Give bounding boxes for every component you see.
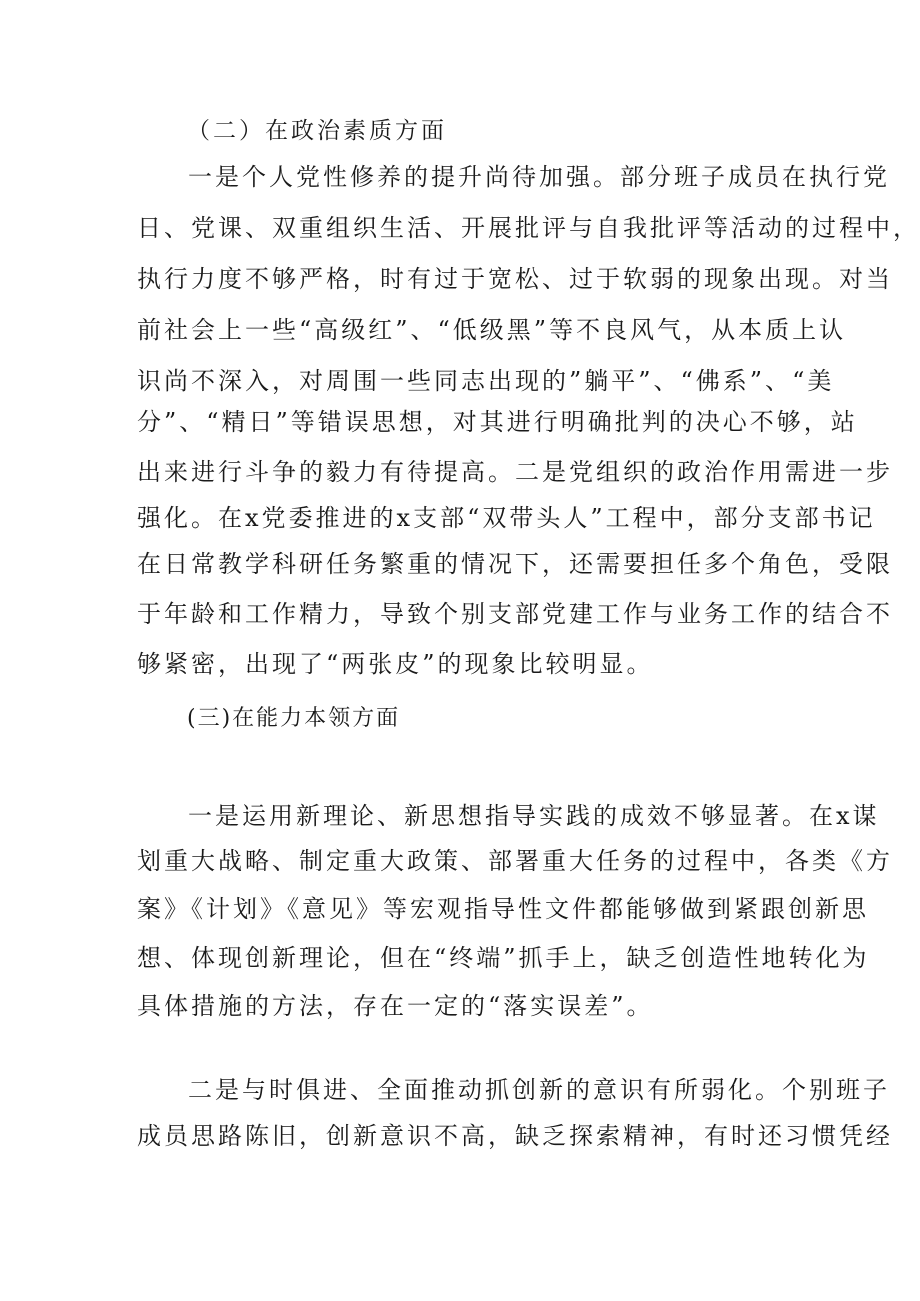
paragraph-line: 划重大战略、制定重大政策、部署重大任务的过程中，各类《方 [137,847,893,875]
paragraph-line: 一是运用新理论、新思想指导实践的成效不够显著。在x谋 [188,802,880,830]
paragraph-line: 于年龄和工作精力，导致个别支部党建工作与业务工作的结合不 [137,600,893,628]
paragraph-line: 成员思路陈旧，创新意识不高，缺乏探索精神，有时还习惯凭经 [137,1122,893,1150]
paragraph-line: 够紧密，出现了“两张皮”的现象比较明显。 [137,650,654,678]
paragraph-line: 日、党课、双重组织生活、开展批评与自我批评等活动的过程中， [137,214,920,242]
paragraph-line: 具体措施的方法，存在一定的“落实误差”。 [137,992,654,1020]
paragraph-line: 案》《计划》《意见》等宏观指导性文件都能够做到紧跟创新思 [137,895,869,923]
section-heading-ability: (三)在能力本领方面 [187,706,401,731]
paragraph-line: 在日常教学科研任务繁重的情况下，还需要担任多个角色，受限 [137,550,893,578]
paragraph-line: 执行力度不够严格，时有过于宽松、过于软弱的现象出现。对当 [137,265,893,293]
paragraph-line: 一是个人党性修养的提升尚待加强。部分班子成员在执行党 [188,163,890,191]
paragraph-line: 识尚不深入，对周围一些同志出现的”躺平”、“佛系”、“美 [137,367,835,395]
paragraph-line: 二是与时俱进、全面推动抓创新的意识有所弱化。个别班子 [188,1076,890,1104]
paragraph-line: 出来进行斗争的毅力有待提高。二是党组织的政治作用需进一步 [137,458,893,486]
paragraph-line: 想、体现创新理论，但在“终端”抓手上，缺乏创造性地转化为 [137,944,870,972]
section-heading-political-quality: （二）在政治素质方面 [187,118,447,144]
paragraph-line: 分”、“精日”等错误思想，对其进行明确批判的决心不够，站 [137,408,858,436]
paragraph-line: 强化。在x党委推进的x支部“双带头人”工程中，部分支部书记 [137,504,876,532]
paragraph-line: 前社会上一些“高级红”、“低级黑”等不良风气，从本质上认 [137,316,847,344]
